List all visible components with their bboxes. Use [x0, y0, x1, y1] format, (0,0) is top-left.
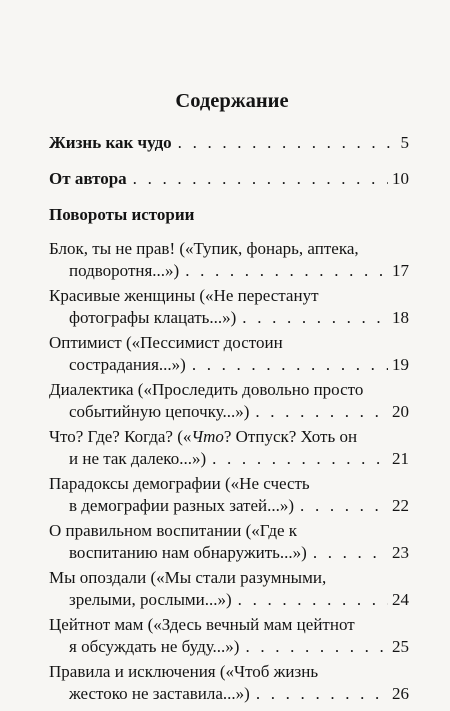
- toc-entry-life-as-miracle: [49, 132, 409, 154]
- toc-page-number: 22: [392, 496, 409, 515]
- toc-item: [49, 332, 409, 376]
- toc-page-number: 24: [392, 590, 409, 609]
- toc-item-continuation: [49, 495, 409, 517]
- section-heading: Повороты истории: [49, 205, 195, 224]
- toc-item-title: Правила и исключения («Чтоб жизнь: [49, 662, 319, 681]
- toc-item-title: Цейтнот мам («Здесь вечный мам цейтнот: [49, 615, 355, 634]
- toc-item-continuation: [49, 448, 409, 470]
- dot-leader: [300, 495, 388, 517]
- toc-page-number: 10: [392, 169, 409, 188]
- toc-item-subtitle: воспитанию нам обнаружить...»): [69, 543, 307, 562]
- toc-item-continuation: [49, 683, 409, 705]
- toc-page-number: 19: [392, 355, 409, 374]
- toc-page-number: 21: [392, 449, 409, 468]
- dot-leader: [245, 636, 388, 658]
- toc-item-title: [49, 426, 409, 448]
- toc-item-subtitle: в демографии разных затей...»): [69, 496, 295, 515]
- dot-leader: [192, 354, 388, 376]
- toc-entry-from-author: [49, 168, 409, 190]
- toc-item-title: Оптимист («Пессимист достоин: [49, 333, 283, 352]
- toc-item-title-part: Что? Где? Когда? («: [49, 427, 192, 446]
- toc-item-subtitle: фотографы клацать...»): [69, 308, 237, 327]
- dot-leader: [178, 132, 397, 154]
- toc-item-continuation: [49, 589, 409, 611]
- dot-leader: [256, 683, 388, 705]
- toc-page-number: 20: [392, 402, 409, 421]
- toc-item: [49, 520, 409, 564]
- toc-page-number: 5: [400, 133, 409, 152]
- toc-page-number: 26: [392, 684, 409, 703]
- dot-leader: [238, 589, 388, 611]
- toc-item-continuation: [49, 401, 409, 423]
- toc-item-subtitle: и не так далеко...»): [69, 449, 207, 468]
- toc-item-title: Парадоксы демографии («Не счесть: [49, 474, 310, 493]
- toc-item-subtitle: событийную цепочку...»): [69, 402, 250, 421]
- dot-leader: [212, 448, 388, 470]
- toc-item-title: Блок, ты не прав! («Тупик, фонарь, аптека,: [49, 239, 359, 258]
- toc-item-title: О правильном воспитании («Где к: [49, 521, 298, 540]
- toc-item-continuation: [49, 260, 409, 282]
- page-title: Содержание: [175, 90, 289, 112]
- toc-item: [49, 567, 409, 611]
- toc-item-subtitle: жестоко не заставила...»): [69, 684, 250, 703]
- toc-page-number: 23: [392, 543, 409, 562]
- dot-leader: [185, 260, 388, 282]
- toc-item-continuation: [49, 636, 409, 658]
- toc-page-number: 17: [392, 261, 409, 280]
- toc-item: [49, 379, 409, 423]
- toc-entry-label: Жизнь как чудо: [49, 133, 172, 152]
- toc-item-subtitle: я обсуждать не буду...»): [69, 637, 240, 656]
- toc-item: [49, 473, 409, 517]
- toc-item-subtitle: зрелыми, рослыми...»): [69, 590, 232, 609]
- toc-item: [49, 426, 409, 470]
- dot-leader: [133, 168, 388, 190]
- dot-leader: [242, 307, 388, 329]
- toc-item: [49, 614, 409, 658]
- dot-leader: [255, 401, 388, 423]
- toc-item: [49, 238, 409, 282]
- toc-item-title-italic: Что: [191, 427, 224, 446]
- toc-item-title: Красивые женщины («Не перестанут: [49, 286, 319, 305]
- toc-item-title: Диалектика («Проследить довольно просто: [49, 380, 364, 399]
- toc-item-continuation: [49, 354, 409, 376]
- toc-page-number: 25: [392, 637, 409, 656]
- toc-item: [49, 285, 409, 329]
- toc-item-title: Мы опоздали («Мы стали разумными,: [49, 568, 327, 587]
- toc-item-continuation: [49, 307, 409, 329]
- toc-page-number: 18: [392, 308, 409, 327]
- dot-leader: [313, 542, 388, 564]
- toc-entry-label: От автора: [49, 169, 127, 188]
- toc-item: [49, 661, 409, 705]
- toc-item-continuation: [49, 542, 409, 564]
- toc-item-subtitle: подворотня...»): [69, 261, 180, 280]
- toc-item-subtitle: сострадания...»): [69, 355, 186, 374]
- toc-item-title-part: ? Отпуск? Хоть он: [223, 427, 358, 446]
